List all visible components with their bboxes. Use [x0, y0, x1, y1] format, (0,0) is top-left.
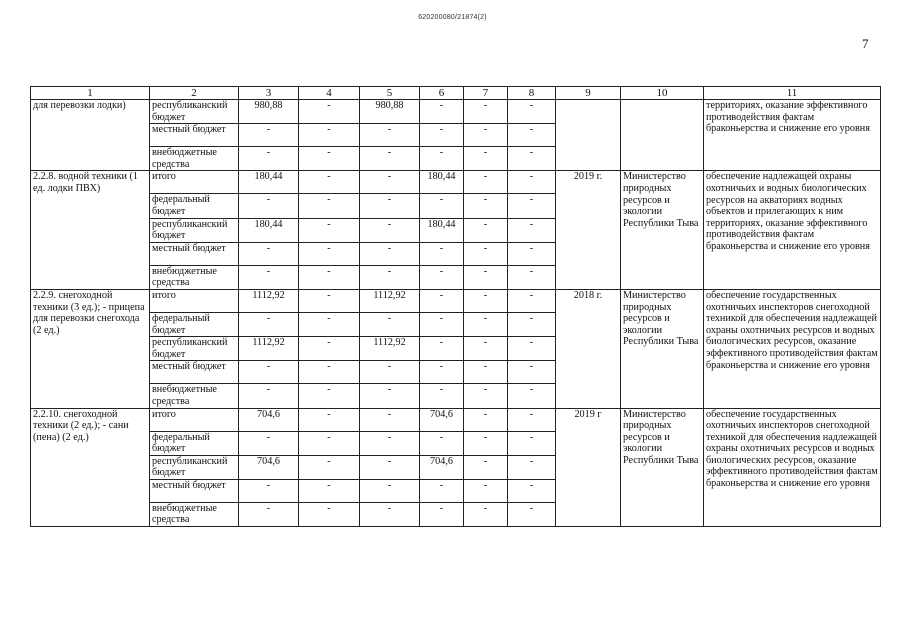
- amount-cell: 980,88: [360, 100, 420, 124]
- amount-cell: -: [508, 479, 556, 502]
- amount-cell: -: [464, 384, 508, 408]
- expected-result: обеспечение государственных охотничьих инспекторов снегоходной техникой для обеспечения надлежащей охраны охотничьих ресурсов и водных биологических ресурсов, оказание эффективного противодействия фактам браконьерства и снижение его уровня: [704, 408, 881, 527]
- column-number: 11: [704, 87, 881, 100]
- amount-cell: -: [464, 100, 508, 124]
- column-number: 4: [299, 87, 360, 100]
- amount-cell: -: [360, 147, 420, 171]
- amount-cell: -: [299, 337, 360, 361]
- amount-cell: -: [508, 289, 556, 312]
- column-number: 10: [621, 87, 704, 100]
- amount-cell: -: [239, 479, 299, 502]
- amount-cell: -: [299, 431, 360, 455]
- funding-source: федеральный бюджет: [150, 431, 239, 455]
- responsible-executor: Министерство природных ресурсов и экологии Республики Тыва: [621, 289, 704, 408]
- amount-cell: -: [299, 502, 360, 526]
- amount-cell: -: [299, 242, 360, 265]
- column-number-row: [31, 87, 881, 100]
- implementation-year: 2019 г: [556, 408, 621, 527]
- column-number: 8: [508, 87, 556, 100]
- amount-cell: -: [360, 361, 420, 384]
- amount-cell: -: [360, 408, 420, 431]
- amount-cell: -: [239, 124, 299, 147]
- amount-cell: -: [464, 337, 508, 361]
- amount-cell: -: [420, 479, 464, 502]
- amount-cell: -: [360, 502, 420, 526]
- page-number: 7: [862, 36, 869, 51]
- column-number: 1: [31, 87, 150, 100]
- funding-source: федеральный бюджет: [150, 312, 239, 336]
- implementation-year: [556, 100, 621, 171]
- amount-cell: 704,6: [239, 455, 299, 479]
- amount-cell: -: [508, 455, 556, 479]
- amount-cell: -: [360, 171, 420, 194]
- funding-source: республиканский бюджет: [150, 455, 239, 479]
- amount-cell: 704,6: [420, 408, 464, 431]
- amount-cell: -: [360, 455, 420, 479]
- amount-cell: -: [299, 194, 360, 218]
- amount-cell: -: [239, 242, 299, 265]
- measure-description: 2.2.9. снегоходной техники (3 ед.); - прицепа для перевозки снегохода (2 ед.): [31, 289, 150, 408]
- amount-cell: 1112,92: [360, 337, 420, 361]
- amount-cell: -: [420, 312, 464, 336]
- amount-cell: -: [508, 171, 556, 194]
- amount-cell: -: [299, 124, 360, 147]
- amount-cell: -: [508, 194, 556, 218]
- amount-cell: -: [508, 502, 556, 526]
- amount-cell: -: [464, 194, 508, 218]
- amount-cell: -: [420, 242, 464, 265]
- amount-cell: -: [299, 218, 360, 242]
- funding-source: республиканский бюджет: [150, 337, 239, 361]
- amount-cell: -: [360, 194, 420, 218]
- amount-cell: -: [420, 194, 464, 218]
- amount-cell: -: [360, 242, 420, 265]
- amount-cell: -: [239, 312, 299, 336]
- amount-cell: -: [508, 384, 556, 408]
- amount-cell: 180,44: [239, 171, 299, 194]
- amount-cell: -: [508, 361, 556, 384]
- amount-cell: -: [360, 431, 420, 455]
- amount-cell: -: [239, 147, 299, 171]
- implementation-year: 2019 г.: [556, 171, 621, 290]
- amount-cell: -: [464, 312, 508, 336]
- responsible-executor: Министерство природных ресурсов и экологии Республики Тыва: [621, 408, 704, 527]
- funding-source: итого: [150, 171, 239, 194]
- funding-source: республиканский бюджет: [150, 218, 239, 242]
- amount-cell: 704,6: [239, 408, 299, 431]
- amount-cell: -: [420, 431, 464, 455]
- expected-result: территориях, оказание эффективного противодействия фактам браконьерства и снижение его уровня: [704, 100, 881, 171]
- document-id: 620200080/21874(2): [418, 14, 487, 21]
- amount-cell: -: [299, 455, 360, 479]
- table-row: [31, 408, 881, 431]
- amount-cell: -: [360, 265, 420, 289]
- amount-cell: -: [360, 479, 420, 502]
- amount-cell: -: [420, 361, 464, 384]
- funding-source: внебюджетные средства: [150, 502, 239, 526]
- amount-cell: -: [239, 361, 299, 384]
- column-number: 6: [420, 87, 464, 100]
- table-row: [31, 100, 881, 124]
- amount-cell: -: [239, 431, 299, 455]
- funding-source: федеральный бюджет: [150, 194, 239, 218]
- amount-cell: -: [464, 218, 508, 242]
- amount-cell: -: [508, 124, 556, 147]
- measure-description: для перевозки лодки): [31, 100, 150, 171]
- amount-cell: -: [508, 312, 556, 336]
- amount-cell: 704,6: [420, 455, 464, 479]
- amount-cell: -: [464, 479, 508, 502]
- table-row: [31, 171, 881, 194]
- amount-cell: -: [508, 265, 556, 289]
- amount-cell: -: [464, 408, 508, 431]
- amount-cell: -: [420, 100, 464, 124]
- amount-cell: -: [420, 384, 464, 408]
- amount-cell: -: [420, 502, 464, 526]
- column-number: 3: [239, 87, 299, 100]
- amount-cell: -: [299, 384, 360, 408]
- amount-cell: -: [239, 194, 299, 218]
- amount-cell: 180,44: [420, 218, 464, 242]
- budget-table: [30, 86, 881, 527]
- amount-cell: -: [299, 100, 360, 124]
- measure-description: 2.2.10. снегоходной техники (2 ед.); - сани (пена) (2 ед.): [31, 408, 150, 527]
- amount-cell: -: [464, 361, 508, 384]
- funding-source: внебюджетные средства: [150, 265, 239, 289]
- amount-cell: -: [299, 147, 360, 171]
- amount-cell: -: [299, 479, 360, 502]
- expected-result: обеспечение государственных охотничьих инспекторов снегоходной техникой для обеспечения надлежащей охраны охотничьих ресурсов и водных биологических ресурсов, оказание эффективного противодействия фактам браконьерства и снижение его уровня: [704, 289, 881, 408]
- amount-cell: -: [464, 289, 508, 312]
- table-row: [31, 289, 881, 312]
- funding-source: местный бюджет: [150, 124, 239, 147]
- funding-source: итого: [150, 289, 239, 312]
- amount-cell: -: [508, 337, 556, 361]
- amount-cell: -: [360, 124, 420, 147]
- amount-cell: -: [508, 242, 556, 265]
- amount-cell: -: [464, 502, 508, 526]
- amount-cell: -: [420, 147, 464, 171]
- column-number: 2: [150, 87, 239, 100]
- amount-cell: -: [239, 384, 299, 408]
- amount-cell: -: [299, 361, 360, 384]
- amount-cell: -: [508, 408, 556, 431]
- amount-cell: -: [464, 431, 508, 455]
- column-number: 5: [360, 87, 420, 100]
- funding-source: республиканский бюджет: [150, 100, 239, 124]
- amount-cell: -: [420, 124, 464, 147]
- amount-cell: -: [360, 312, 420, 336]
- amount-cell: 1112,92: [239, 289, 299, 312]
- amount-cell: -: [508, 431, 556, 455]
- amount-cell: -: [464, 124, 508, 147]
- responsible-executor: [621, 100, 704, 171]
- amount-cell: -: [239, 502, 299, 526]
- responsible-executor: Министерство природных ресурсов и экологии Республики Тыва: [621, 171, 704, 290]
- funding-source: местный бюджет: [150, 479, 239, 502]
- measure-description: 2.2.8. водной техники (1 ед. лодки ПВХ): [31, 171, 150, 290]
- amount-cell: 180,44: [239, 218, 299, 242]
- funding-source: внебюджетные средства: [150, 384, 239, 408]
- amount-cell: 1112,92: [239, 337, 299, 361]
- amount-cell: -: [508, 100, 556, 124]
- funding-source: итого: [150, 408, 239, 431]
- amount-cell: -: [464, 265, 508, 289]
- amount-cell: -: [464, 171, 508, 194]
- amount-cell: -: [464, 242, 508, 265]
- amount-cell: -: [360, 384, 420, 408]
- amount-cell: -: [464, 147, 508, 171]
- amount-cell: -: [508, 218, 556, 242]
- amount-cell: -: [420, 289, 464, 312]
- implementation-year: 2018 г.: [556, 289, 621, 408]
- funding-source: внебюджетные средства: [150, 147, 239, 171]
- amount-cell: -: [420, 265, 464, 289]
- amount-cell: -: [420, 337, 464, 361]
- amount-cell: -: [299, 265, 360, 289]
- funding-source: местный бюджет: [150, 242, 239, 265]
- amount-cell: 1112,92: [360, 289, 420, 312]
- amount-cell: 180,44: [420, 171, 464, 194]
- amount-cell: -: [360, 218, 420, 242]
- amount-cell: -: [239, 265, 299, 289]
- expected-result: обеспечение надлежащей охраны охотничьих и водных биологических ресурсов на акваториях водных объектов и прилегающих к ним территориях, оказание эффективного противодействия фактам браконьерства и снижение его уровня: [704, 171, 881, 290]
- amount-cell: -: [299, 289, 360, 312]
- amount-cell: -: [299, 312, 360, 336]
- amount-cell: 980,88: [239, 100, 299, 124]
- amount-cell: -: [508, 147, 556, 171]
- amount-cell: -: [299, 171, 360, 194]
- amount-cell: -: [299, 408, 360, 431]
- column-number: 9: [556, 87, 621, 100]
- amount-cell: -: [464, 455, 508, 479]
- funding-source: местный бюджет: [150, 361, 239, 384]
- column-number: 7: [464, 87, 508, 100]
